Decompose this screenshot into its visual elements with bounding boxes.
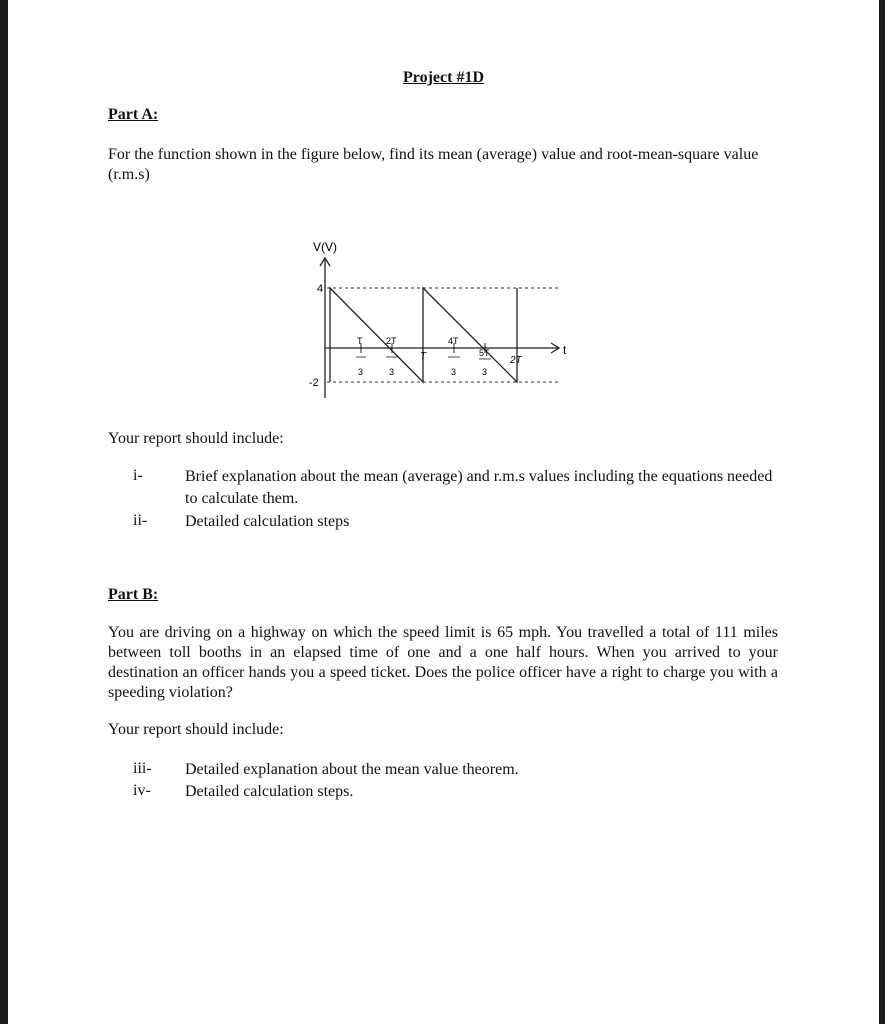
part-b-heading: Part B: [108,586,159,603]
list-item: Detailed calculation steps [185,513,350,530]
tick-num: T [357,336,363,346]
part-b-problem: You are driving on a highway on which the speed limit is 65 mph. You travelled a total of 111 miles between toll booths in an elapsed time of one and a one half hours. When you arrived to your destination an officer hands you a speed ticket. Does the police officer have a right to charge you with a speeding violation? [108,624,778,701]
tick-den: 3 [358,367,364,377]
list-item: Brief explanation about the mean (average) and r.m.s values including the equations needed to calculate them. [185,468,773,507]
tick-num: 5T [479,348,490,358]
document-title: Project #1D [403,69,484,86]
document-page [8,0,879,1024]
y-min-label: -2 [309,377,319,389]
part-a-intro: For the function shown in the figure below, find its mean (average) value and root-mean-square value (r.m.s) [108,146,759,183]
tick-label-5t-over-3 [479,348,491,377]
part-a-report-label: Your report should include: [108,430,284,447]
list-marker: i- [133,467,143,484]
y-max-label: 4 [317,283,324,295]
list-item: Detailed explanation about the mean value theorem. [185,761,519,778]
tick-label-t-over-3 [356,336,366,377]
sawtooth-figure [303,230,573,410]
tick-num: 2T [386,336,397,346]
tick-num: 4T [448,336,459,346]
tick-label-2t-over-3 [386,336,398,377]
tick-label-t [420,351,427,362]
tick-num: T [420,351,427,362]
part-a-heading: Part A: [108,106,159,123]
tick-num: 2T [510,355,522,366]
part-b-report-label: Your report should include: [108,721,284,738]
list-marker: iv- [133,782,151,799]
tick-den: 3 [482,367,488,377]
list-marker: ii- [133,512,148,529]
tick-den: 3 [389,367,395,377]
list-item: Detailed calculation steps. [185,783,354,800]
y-axis-label: V(V) [313,240,337,254]
tick-label-2t [509,355,523,366]
x-axis-label: t [563,343,567,357]
tick-den: 3 [451,367,457,377]
tick-label-4t-over-3 [448,336,460,377]
list-marker: iii- [133,760,152,777]
